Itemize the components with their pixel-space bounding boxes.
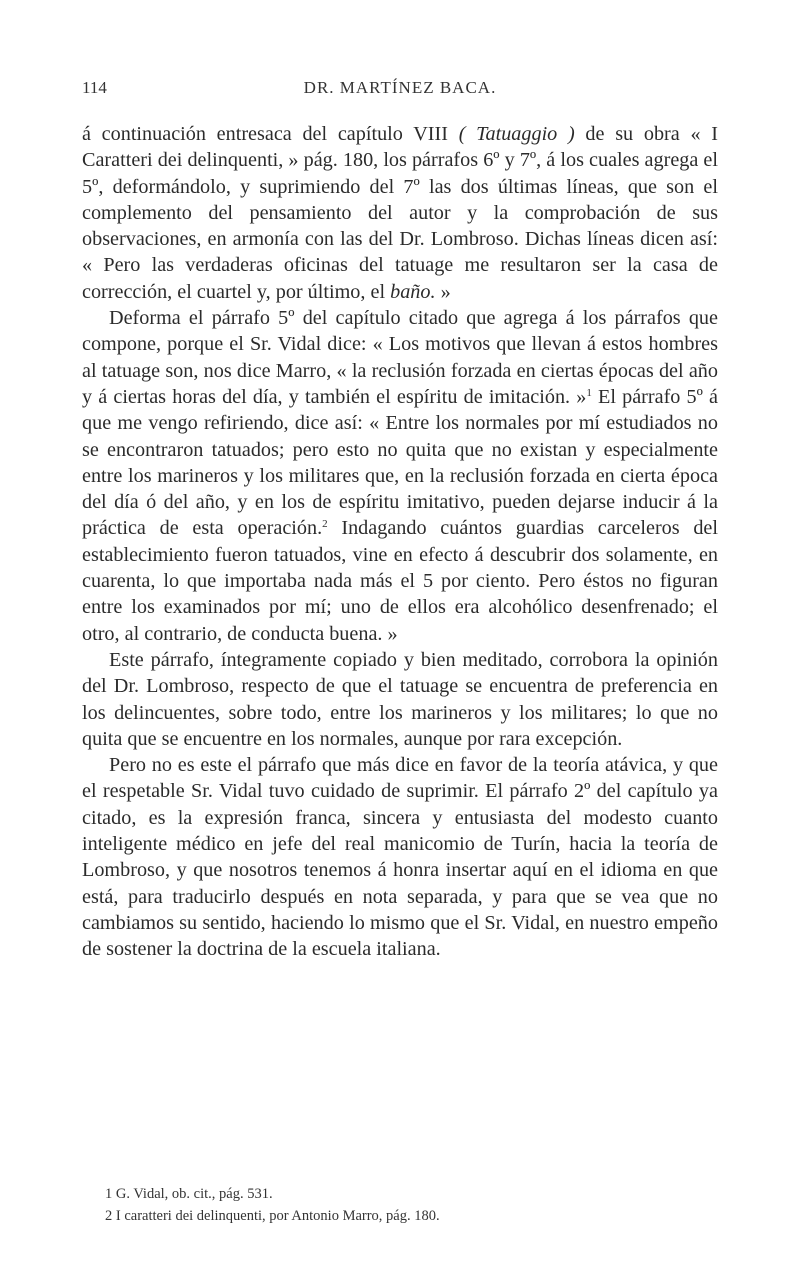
italic-title: ( Tatuaggio ) (458, 123, 575, 145)
footnote-2: 2 I caratteri dei delinquenti, por Antonio Marro, pág. 180. (105, 1208, 440, 1224)
running-title: DR. MARTÍNEZ BACA. (303, 78, 497, 97)
paragraph-3: Este párrafo, íntegramente copiado y bien meditado, corrobora la opinión del Dr. Lombroso, respecto de que el tatuage se encuentra de preferencia en los delincuentes, sobre todo, entre los marineros y los militares; lo que no quita que se encuentre en los normales, aunque por rara excepción. (82, 648, 718, 750)
footnote-ref-2: 2 (322, 518, 328, 531)
paragraph-4: Pero no es este el párrafo que más dice en favor de la teoría atávica, y que el respetable Sr. Vidal tuvo cuidado de suprimir. El párrafo 2º del capítulo ya citado, es la expresión franca, sincera y entusiasta del modesto cuanto inteligente médico en jefe del real manicomio de Turín, hacia la teoría de Lombroso, y que nosotros tenemos á honra insertar aquí en el idioma en que está, para traducirlo después en nota separada, y para que se vea que no cambiamos su sentido, haciendo lo mismo que el Sr. Vidal, en nuestro empeño de sostener la doctrina de la escuela italiana. (82, 754, 718, 961)
main-text (82, 121, 718, 963)
paragraph-2: Deforma el párrafo 5º del capítulo citado que agrega á los párrafos que compone, porque el Sr. Vidal dice: « Los motivos que llevan á estos hombres al tatuage son, nos dice Marro, « la reclusión forzada en ciertas épocas del año y á ciertas horas del día, y también el espíritu de imitación. »$^1$ El párrafo 5º á que me vengo refiriendo, dice así: « Entre los normales por mí estudiados no se encontraron tatuados; pero esto no quita que no existan y especialmente entre los marineros y los militares que, en la reclusión forzada en cierta época del día ó del año, y en los de espíritu imitativo, pueden dejarse inducir á la práctica de esta operación.$^2$ Indagando cuántos guardias carceleros del establecimiento fueron tatuados, vine en efecto á descubrir dos solamente, en cuarenta, lo que importaba nada más el 5 por ciento. Pero éstos no figuran entre los examinados por mí; uno de ellos era alcohólico desenfrenado; el otro, al contrario, de conducta buena. » (82, 307, 719, 645)
footnotes (82, 1183, 718, 1227)
page-number: 114 (82, 78, 107, 97)
footnote-ref-1: 1 (586, 386, 592, 399)
italic-word: baño. (390, 280, 436, 303)
paragraph-1: á continuación entresaca del capítulo VIII ( Tatuaggio ) de su obra « I Caratteri dei delinquenti, » pág. 180, los párrafos 6º y 7º, á los cuales agrega el 5º, deformándolo, y suprimiendo del 7º las dos últimas líneas, que son el complemento del pensamiento del autor y la comprobación de sus observaciones, en armonía con las del Dr. Lombroso. Dichas líneas dicen así: « Pero las verdaderas oficinas del tatuage me resultaron ser la casa de corrección, el cuartel y, por último, el baño. » (82, 123, 718, 303)
footnote-1: 1 G. Vidal, ob. cit., pág. 531. (105, 1186, 273, 1202)
page-header (82, 78, 718, 102)
